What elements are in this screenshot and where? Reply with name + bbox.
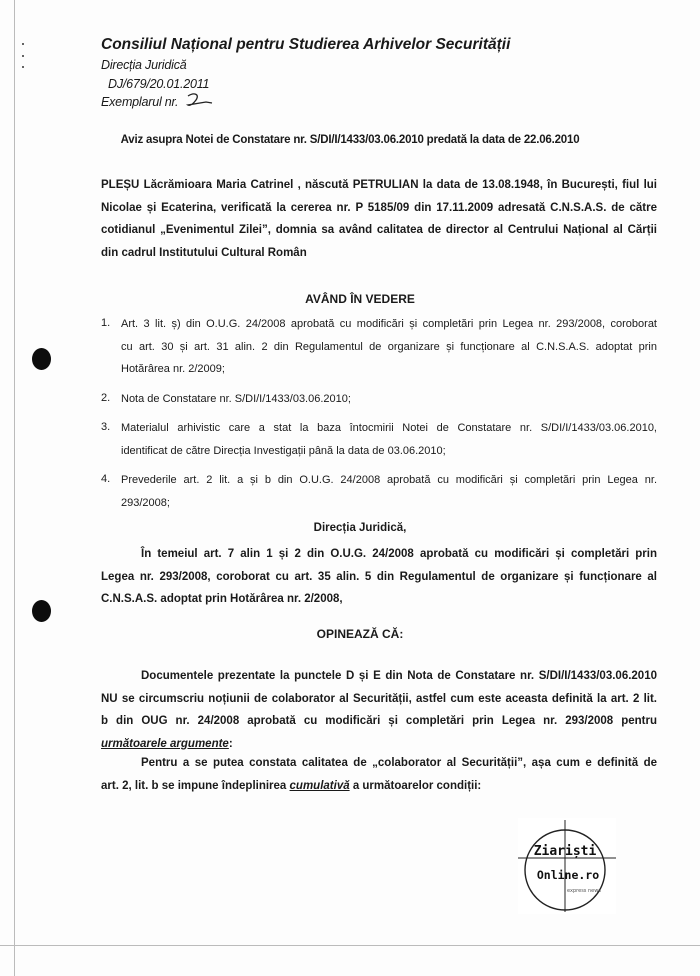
legal-basis-paragraph xyxy=(101,543,657,611)
opinion-paragraph xyxy=(101,665,657,755)
list-item-number: 2. xyxy=(101,391,111,404)
text-line: Materialul arhivistic care a stat la baza întocmirii Notei de Constatare nr. S/DI/I/1433/03.06.2010, xyxy=(121,422,657,434)
text-line: Art. 3 lit. ș) din O.U.G. 24/2008 aprobată cu modificări și completări prin Legea nr. 293/2008, coroborat xyxy=(121,318,657,330)
list-item xyxy=(101,469,657,514)
list-item xyxy=(101,388,657,411)
considering-heading: AVÂND ÎN VEDERE xyxy=(305,292,415,306)
list-item-number: 1. xyxy=(101,317,111,329)
directorate-heading: Direcția Juridică, xyxy=(313,522,407,534)
list-item xyxy=(101,417,657,462)
ziaristi-online-logo xyxy=(518,818,616,914)
intro-paragraph xyxy=(101,174,657,264)
opinion-heading: OPINEAZĂ CĂ: xyxy=(316,627,404,641)
list-item xyxy=(101,313,657,381)
copy-label: Exemplarul nr. xyxy=(101,95,179,109)
list-item-number: 3. xyxy=(101,421,111,433)
logo-line2: Online.ro xyxy=(536,868,600,882)
handwritten-copy-number xyxy=(184,92,214,108)
text-segment: art. 2, lit. b se impune îndeplinirea xyxy=(101,779,287,792)
text-line: identificat de către Direcția Investigații până la data de 03.06.2010; xyxy=(121,444,446,457)
scan-speck xyxy=(22,55,24,57)
text-line: PLEȘU Lăcrămioara Maria Catrinel , născută PETRULIAN la data de 13.08.1948, în București, fiul lui xyxy=(101,179,657,191)
punch-hole xyxy=(32,348,51,370)
emphasized-text: următoarele argumente xyxy=(101,737,229,750)
logo-line1: Ziariști xyxy=(533,844,597,859)
text-line: Legea nr. 293/2008, coroborat cu art. 35 alin. 5 din Regulamentul de organizare și funcționare al xyxy=(101,570,657,583)
text-segment: a următoarelor condiții: xyxy=(352,779,482,792)
logo-tagline: express news xyxy=(567,888,601,894)
scan-speck xyxy=(22,66,24,68)
text-line: C.N.S.A.S. adoptat prin Hotărârea nr. 2/2008, xyxy=(101,593,343,605)
text-line: din cadrul Institutului Cultural Român xyxy=(101,246,307,259)
copy-number-line xyxy=(101,95,178,109)
institution-name: Consiliul Național pentru Studierea Arhivelor Securității xyxy=(101,36,511,53)
text-line: b din OUG nr. 24/2008 aprobată cu modificări și completări prin Legea nr. 293/2008 pentru xyxy=(101,715,657,727)
text-line: Documentele prezentate la punctele D și E din Nota de Constatare nr. S/DI/I/1433/03.06.2010 xyxy=(141,670,657,682)
text-line: În temeiul art. 7 alin 1 și 2 din O.U.G. 24/2008 aprobată cu modificări și completări prin xyxy=(141,548,657,560)
text-line xyxy=(101,775,657,798)
text-line: 293/2008; xyxy=(121,496,170,509)
punch-hole xyxy=(32,600,51,622)
scan-speck xyxy=(22,43,24,45)
list-item-number: 4. xyxy=(101,473,111,485)
text-line: cotidianul „Evenimentul Zilei”, domnia sa având calitatea de director al Centrului Național al Cărții xyxy=(101,224,657,236)
punctuation: : xyxy=(228,737,233,750)
document-title: Aviz asupra Notei de Constatare nr. S/DI/I/1433/03.06.2010 predată la data de 22.06.2010 xyxy=(120,134,580,146)
page-edge-bottom xyxy=(0,945,700,946)
department-name: Direcția Juridică xyxy=(101,58,187,72)
page-edge-left xyxy=(14,0,15,976)
text-line: Hotărârea nr. 2/2009; xyxy=(121,363,225,375)
conditions-paragraph xyxy=(101,752,657,797)
text-line: Pentru a se putea constata calitatea de „colaborator al Securității”, așa cum e definită de xyxy=(141,757,657,769)
reference-number: DJ/679/20.01.2011 xyxy=(108,77,210,91)
considering-list xyxy=(101,313,657,514)
text-line: Nota de Constatare nr. S/DI/I/1433/03.06.2010; xyxy=(121,392,351,405)
text-line: cu art. 30 și art. 31 alin. 2 din Regulamentul de organizare și funcționare al C.N.S.A.S. adoptat prin xyxy=(121,340,657,353)
text-line: Prevederile art. 2 lit. a și b din O.U.G. 24/2008 aprobată cu modificări și completări prin Legea nr. xyxy=(121,474,657,486)
text-line: Nicolae și Ecaterina, verificată la cererea nr. P 5185/09 din 17.11.2009 adresată C.N.S.A.S. de către xyxy=(101,201,657,214)
emphasized-text: cumulativă xyxy=(289,779,350,792)
text-line: NU se circumscriu noțiunii de colaborator al Securității, astfel cum este aceasta definită la art. 2 lit. xyxy=(101,692,657,705)
